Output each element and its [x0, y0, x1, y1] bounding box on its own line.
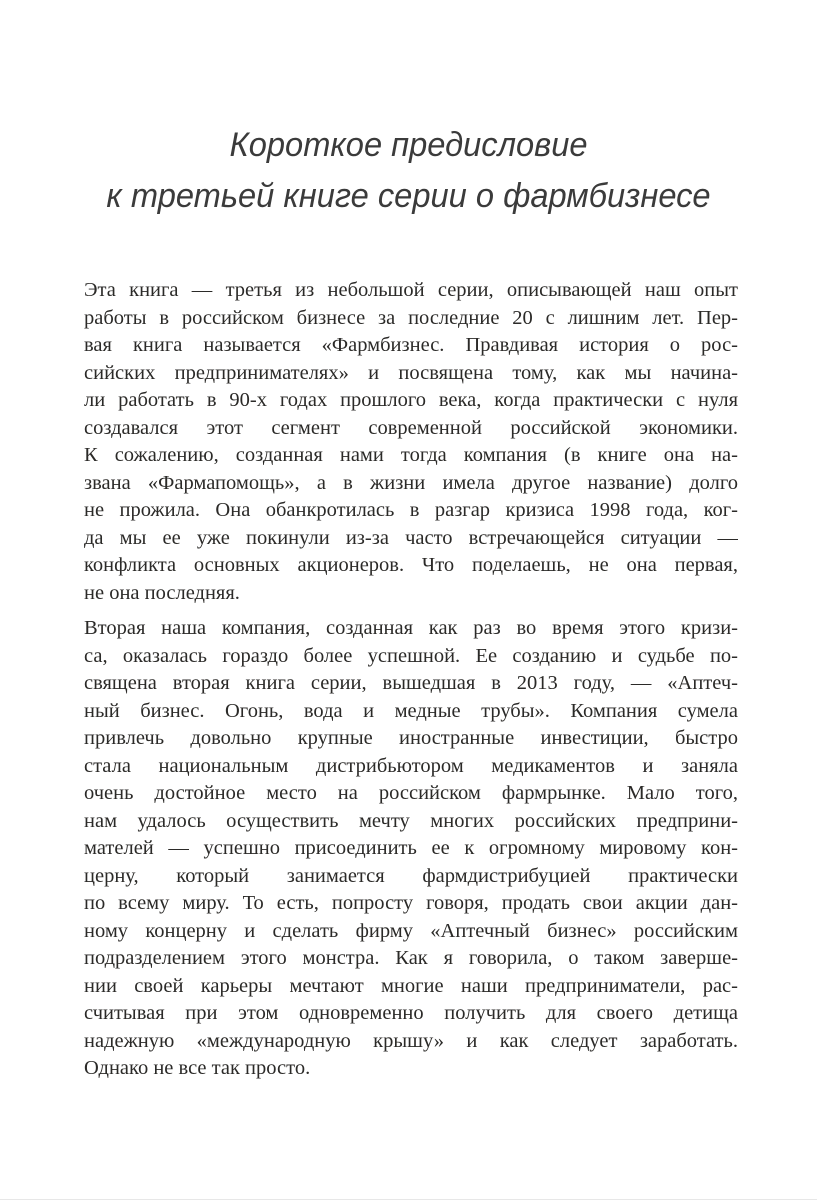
text-line: церну, который занимается фармдистрибуцией практически — [84, 864, 738, 887]
text-line: да мы ее уже покинули из-за часто встречающейся ситуации — — [84, 526, 738, 549]
text-line: мателей — успешно присоединить ее к огромному мировому кон- — [84, 837, 738, 859]
text-line: очень достойное место на российском фармрынке. Мало того, — [84, 782, 738, 804]
text-line: ли работать в 90-х годах прошлого века, когда практически с нуля — [84, 389, 738, 411]
text-line: стала национальным дистрибьютором медикаментов и заняла — [84, 754, 738, 777]
chapter-heading-line-1: Короткое предисловие — [229, 125, 588, 164]
text-line: не она последняя. — [84, 581, 240, 604]
chapter-heading-line-2: к третьей книге серии о фармбизнесе — [106, 176, 711, 215]
text-line: привлечь довольно крупные иностранные инвестиции, быстро — [84, 727, 738, 749]
text-line: нам удалось осуществить мечту многих российских предприни- — [84, 809, 738, 832]
paragraph — [84, 277, 738, 607]
text-line: конфликта основных акционеров. Что поделаешь, не она первая, — [84, 554, 738, 576]
text-line: создавался этот сегмент современной российской экономики. — [84, 416, 738, 439]
text-line: Однако не все так просто. — [84, 1057, 311, 1079]
text-line: подразделением этого монстра. Как я говорила, о таком заверше- — [84, 947, 738, 969]
text-line: не прожила. Она обанкротилась в разгар кризиса 1998 года, ког- — [84, 499, 738, 521]
text-line: сийских предпринимателях» и посвящена тому, как мы начина- — [84, 361, 738, 384]
text-line: по всему миру. То есть, попросту говоря, продать свои акции дан- — [84, 892, 738, 914]
text-line: вая книга называется «Фармбизнес. Правдивая история о рос- — [84, 334, 738, 356]
body-text — [84, 277, 738, 1083]
text-line: священа вторая книга серии, вышедшая в 2013 году, — «Аптеч- — [84, 672, 738, 694]
text-line: звана «Фармапомощь», а в жизни имела другое название) долго — [84, 471, 738, 494]
text-line: надежную «международную крышу» и как следует заработать. — [84, 1029, 738, 1052]
paragraph — [84, 615, 738, 1083]
text-line: считывая при этом одновременно получить для своего детища — [84, 1002, 738, 1024]
text-line: К сожалению, созданная нами тогда компания (в книге она на- — [84, 444, 738, 466]
text-line: нии своей карьеры мечтают многие наши предприниматели, рас- — [84, 974, 738, 997]
text-line: ному концерну и сделать фирму «Аптечный бизнес» российским — [84, 919, 738, 942]
text-line: Эта книга — третья из небольшой серии, описывающей наш опыт — [84, 279, 738, 301]
text-line: са, оказалась гораздо более успешной. Ее созданию и судьбе по- — [84, 644, 738, 667]
chapter-heading — [16, 120, 800, 222]
text-line: работы в российском бизнесе за последние 20 с лишним лет. Пер- — [84, 306, 738, 329]
text-line: ный бизнес. Огонь, вода и медные трубы». Компания сумела — [84, 699, 738, 722]
text-line: Вторая наша компания, созданная как раз во время этого кризи- — [84, 617, 738, 639]
